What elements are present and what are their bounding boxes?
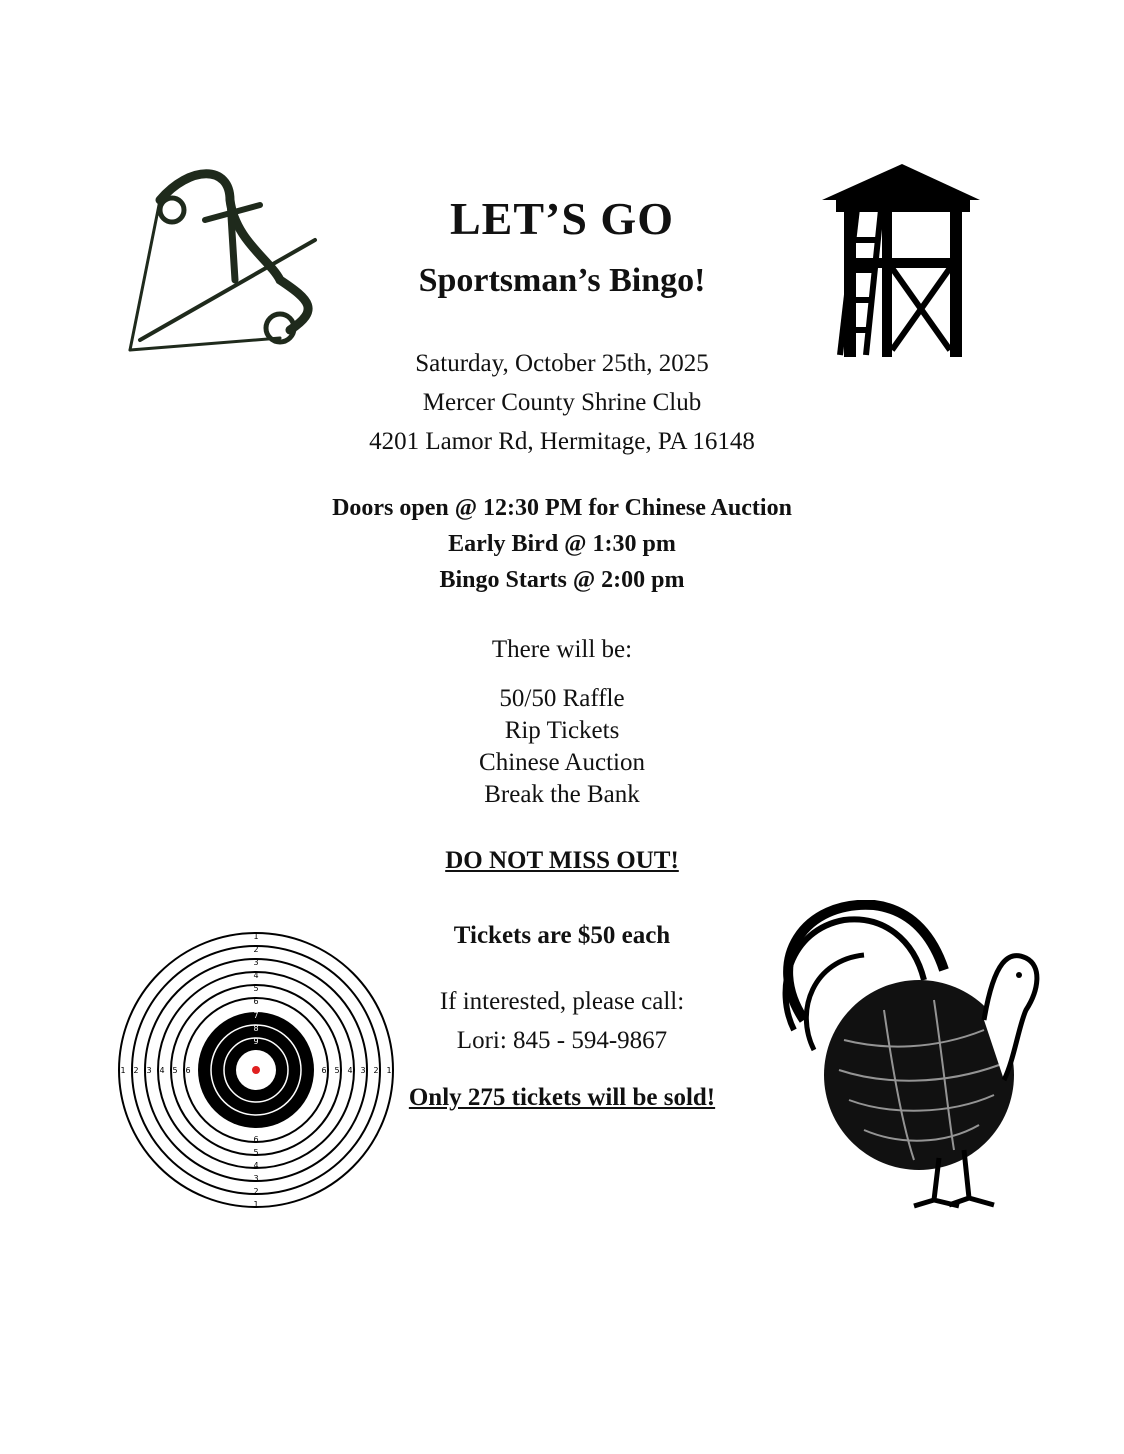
svg-text:3: 3 [360, 1066, 366, 1075]
svg-text:7: 7 [253, 1011, 259, 1020]
svg-text:1: 1 [120, 1066, 126, 1075]
svg-text:6: 6 [185, 1066, 191, 1075]
list-item: Rip Tickets [504, 717, 620, 744]
svg-text:6: 6 [253, 997, 259, 1006]
svg-text:6: 6 [321, 1066, 327, 1075]
svg-text:4: 4 [159, 1066, 165, 1075]
event-address: 4201 Lamor Rd, Hermitage, PA 16148 [369, 428, 755, 455]
svg-text:6: 6 [253, 1135, 259, 1144]
svg-text:3: 3 [146, 1066, 152, 1075]
event-subtitle: Sportsman’s Bingo! [418, 262, 706, 299]
svg-text:8: 8 [253, 1024, 259, 1033]
schedule-bingo-start: Bingo Starts @ 2:00 pm [439, 567, 685, 593]
svg-text:2: 2 [253, 1187, 259, 1196]
svg-text:9: 9 [253, 1037, 259, 1046]
list-item: 50/50 Raffle [499, 685, 625, 712]
svg-text:1: 1 [253, 1200, 259, 1209]
svg-text:5: 5 [334, 1066, 340, 1075]
svg-text:2: 2 [253, 945, 259, 954]
shooting-target-icon [116, 930, 396, 1210]
svg-text:2: 2 [373, 1066, 379, 1075]
svg-text:1: 1 [253, 932, 259, 941]
svg-text:1: 1 [386, 1066, 392, 1075]
svg-text:4: 4 [253, 1161, 259, 1170]
schedule-early-bird: Early Bird @ 1:30 pm [448, 531, 676, 557]
svg-text:5: 5 [172, 1066, 178, 1075]
svg-text:5: 5 [253, 1148, 259, 1157]
list-item: Chinese Auction [479, 749, 645, 776]
svg-text:2: 2 [133, 1066, 139, 1075]
svg-text:4: 4 [347, 1066, 353, 1075]
svg-text:3: 3 [253, 1174, 259, 1183]
callout: DO NOT MISS OUT! [445, 847, 679, 874]
wild-turkey-icon [764, 900, 1056, 1212]
extras-list [0, 683, 1124, 811]
event-details [0, 344, 1124, 461]
ticket-price: Tickets are $50 each [453, 922, 671, 949]
contact-phone: Lori: 845 - 594-9867 [456, 1027, 668, 1054]
event-venue: Mercer County Shrine Club [422, 389, 702, 416]
ticket-limit: Only 275 tickets will be sold! [408, 1084, 716, 1111]
schedule-doors: Doors open @ 12:30 PM for Chinese Auction [332, 495, 792, 521]
compound-bow-icon [120, 160, 330, 360]
extras-intro: There will be: [491, 636, 633, 663]
event-title: LET’S GO [449, 193, 674, 244]
svg-text:3: 3 [253, 958, 259, 967]
list-item: Break the Bank [484, 781, 640, 808]
contact-intro: If interested, please call: [439, 988, 685, 1015]
hunting-tower-icon [822, 160, 984, 360]
svg-text:5: 5 [253, 984, 259, 993]
svg-text:4: 4 [253, 971, 259, 980]
schedule [0, 490, 1124, 598]
event-date: Saturday, October 25th, 2025 [415, 350, 709, 377]
